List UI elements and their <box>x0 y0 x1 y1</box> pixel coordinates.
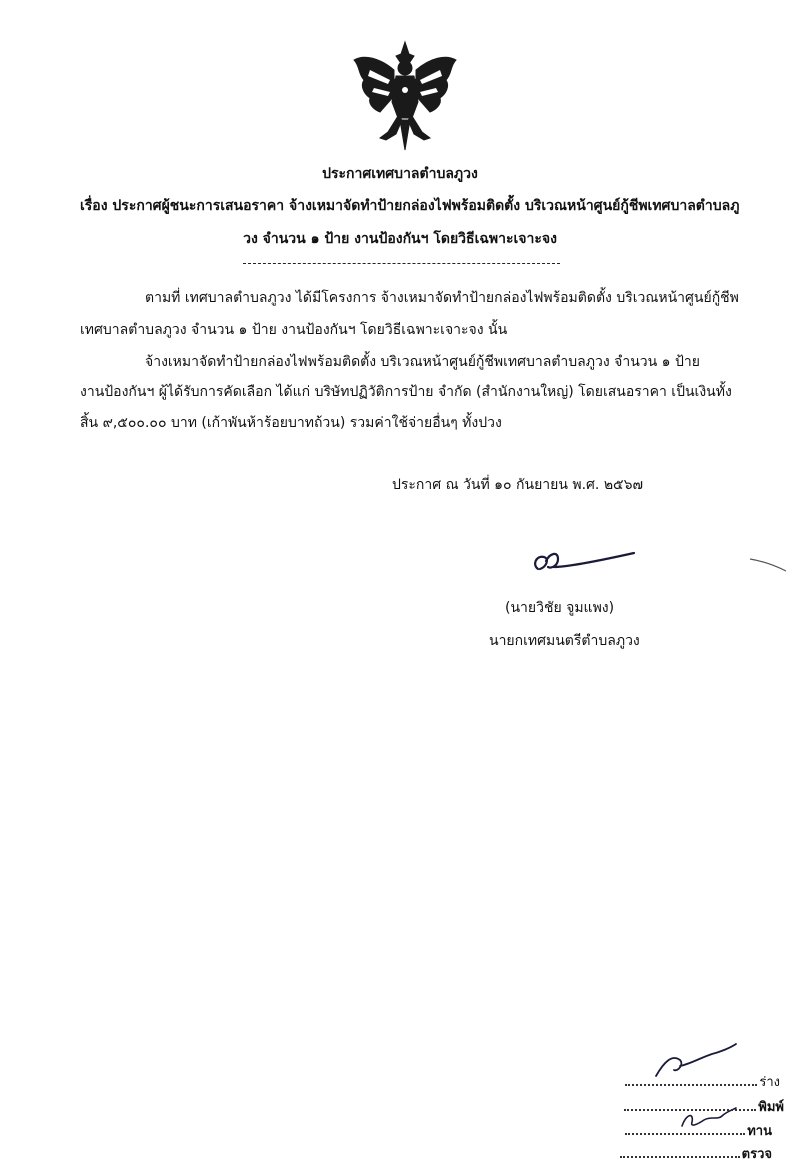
signature-mark <box>528 545 638 581</box>
paragraph-1-line-1: ตามที่ เทศบาลตำบลภูวง ได้มีโครงการ จ้างเหมาจัดทำป้ายกล่องไฟพร้อมติดตั้ง บริเวณหน้าศูนย์กู้ชีพ <box>145 290 739 306</box>
subject-line-2: วง จำนวน ๑ ป้าย งานป้องกันฯ โดยวิธีเฉพาะเจาะจง <box>243 231 557 247</box>
footer-row-draft: ร่าง <box>625 1071 780 1092</box>
signer-name: (นายวิชัย จูมแพง) <box>505 600 615 616</box>
footer-row-typed: พิมพ์ <box>624 1096 784 1117</box>
issuer-title: ประกาศเทศบาลตำบลภูวง <box>322 166 478 182</box>
garuda-emblem-icon <box>350 40 460 152</box>
paragraph-2-line-1: จ้างเหมาจัดทำป้ายกล่องไฟพร้อมติดตั้ง บริเวณหน้าศูนย์กู้ชีพเทศบาลตำบลภูวง จำนวน ๑ ป้าย <box>145 354 700 370</box>
paragraph-2-line-2: งานป้องกันฯ ผู้ได้รับการคัดเลือก ได้แก่ บริษัทปฏิวัติการป้าย จำกัด (สำนักงานใหญ่) โดยเสนอราคา เป็นเงินทั้ง <box>80 384 732 400</box>
paragraph-1-line-2: เทศบาลตำบลภูวง จำนวน ๑ ป้าย งานป้องกันฯ โดยวิธีเฉพาะเจาะจง นั้น <box>80 322 508 338</box>
pen-stroke-mark <box>748 555 788 575</box>
footer-row-checked: ตรวจ <box>620 1143 772 1164</box>
subject-line-1: เรื่อง ประกาศผู้ชนะการเสนอราคา จ้างเหมาจัดทำป้ายกล่องไฟพร้อมติดตั้ง บริเวณหน้าศูนย์กู้ชีพเทศบาลตำบลภู <box>80 198 740 214</box>
announcement-date: ประกาศ ณ วันที่ ๑๐ กันยายน พ.ศ. ๒๕๖๗ <box>392 477 644 493</box>
separator-line <box>243 263 560 264</box>
footer-row-reviewed: ทาน <box>625 1120 772 1141</box>
signer-position: นายกเทศมนตรีตำบลภูวง <box>489 633 640 649</box>
paragraph-2-line-3: สิ้น ๙,๕๐๐.๐๐ บาท (เก้าพันห้าร้อยบาทถ้วน) รวมค่าใช้จ่ายอื่นๆ ทั้งปวง <box>80 415 502 431</box>
